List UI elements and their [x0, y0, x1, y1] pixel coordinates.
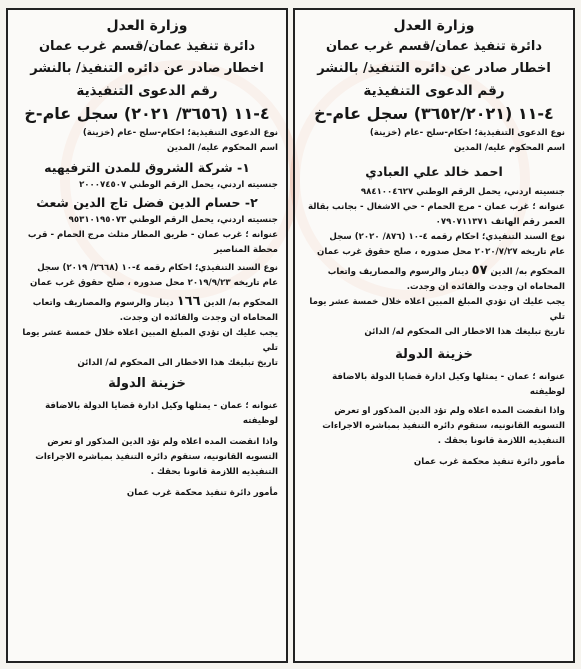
notice-title: اخطار صادر عن دائره التنفيذ/ بالنشر	[317, 61, 551, 76]
warning-line-2: التسويه القانونيه، ستقوم دائره التنفيذ بمباشره الاجراءات	[322, 421, 565, 431]
amount-line-2: المحاماه ان وجدت والفائده ان وجدت.	[406, 282, 565, 292]
debtor-label: اسم المحكوم عليه/ المدين	[453, 143, 565, 153]
notice-column-left	[6, 8, 288, 663]
creditor-address-1: عنوانه ؛ عمان - يمثلها وكيل ادارة قضايا الدولة بالاضافة	[332, 372, 565, 382]
ministry-title: وزارة العدل	[106, 18, 188, 34]
debtor-phone: العمر رقم الهاتف ٠٧٩٠٧١١٣٧١	[435, 217, 565, 227]
creditor-address-1: عنوانه ؛ عمان - يمثلها وكيل ادارة قضايا الدولة بالاضافة	[45, 401, 278, 411]
warning-line-3: التنفيذيه اللازمة قانونا بحقك .	[150, 467, 278, 477]
amount-prefix: المحكوم به/ الدين	[490, 267, 565, 277]
case-type: نوع الدعوى التنفيذية؛ احكام-سلح -عام (خزينة)	[369, 128, 565, 138]
warning-line-2: التسويه القانونيه، ستقوم دائره التنفيذ بمباشره الاجراءات	[35, 452, 278, 462]
creditor-address-2: لوظيفته	[529, 387, 565, 397]
creditor-address-2: لوظيفته	[242, 416, 278, 426]
debtor-name: احمد خالد علي العبادي	[365, 164, 503, 179]
debtor-2-id: جنسيته اردني، يحمل الرقم الوطني ٩٥٣١٠١٩٥٠٧٣	[68, 215, 278, 225]
bond-line-2: عام تاريخه ٢٠٢٠/٧/٢٧ محل صدوره ، صلح حقوق غرب عمان	[317, 247, 565, 257]
debtor-address-2: محطة المناصير	[214, 245, 278, 255]
bond-line-1: نوع السند التنفيذي؛ احكام رقمه ٤-١٠ (٢٦٦٨/ ٢٠١٩) سجل	[37, 263, 278, 273]
debtor-2-name: ٢- حسام الدين فضل تاج الدين شعث	[36, 195, 258, 210]
creditor-title: خزينة الدولة	[395, 347, 473, 362]
signature: مأمور دائرة تنفيذ محكمة غرب عمان	[126, 488, 278, 498]
case-number: ٤-١١ (٣٦٥٢/٢٠٢١) سجل عام-خ	[314, 104, 554, 123]
ministry-title: وزارة العدل	[393, 18, 475, 34]
demand-line-1: يجب عليك ان تؤدي المبلغ المبين اعلاه خلال خمسة عشر يوما تلي	[22, 328, 278, 353]
debtor-nationality: جنسيته اردني، يحمل الرقم الوطني ٩٨٤١٠٠٤٦٢٧	[360, 187, 565, 197]
demand-line-2: تاريخ تبليغك هذا الاخطار الى المحكوم له/ الدائن	[77, 358, 278, 368]
debtor-label: اسم المحكوم عليه/ المدين	[166, 143, 278, 153]
case-type: نوع الدعوى التنفيذية؛ احكام-سلح -عام (خزينة)	[82, 128, 278, 138]
department-title: دائرة تنفيذ عمان/قسم غرب عمان	[325, 39, 543, 54]
case-label: رقم الدعوى التنفيذية	[363, 83, 505, 99]
debtor-address: عنوانه ؛ غرب عمان - مرج الحمام - حي الاشغال - بجانب بقالة	[307, 202, 565, 212]
debtor-1-id: جنسيته اردني، يحمل الرقم الوطني ٢٠٠٠٧٤٥٠٧	[79, 180, 278, 190]
debtor-1-name: ١- شركة الشروق للمدن الترفيهيه	[44, 160, 250, 175]
warning-line-3: التنفيذيه اللازمة قانونا بحقك .	[437, 436, 565, 446]
bond-line-1: نوع السند التنفيذي؛ احكام رقمه ٤-١٠ (٨٧٦/ ٢٠٢٠) سجل	[329, 232, 565, 242]
debtor-address-1: عنوانه ؛ غرب عمان - طريق المطار مثلث مرج الحمام - قرب	[27, 230, 278, 240]
amount-line	[303, 263, 565, 280]
amount-prefix: المحكوم به/ الدين	[203, 298, 278, 308]
demand-line-1: يجب عليك ان تؤدي المبلغ المبين اعلاه خلال خمسة عشر يوما تلي	[309, 297, 565, 322]
creditor-title: خزينة الدولة	[108, 376, 186, 391]
case-label: رقم الدعوى التنفيذية	[76, 83, 218, 99]
amount-suffix: دينار والرسوم والمصاريف واتعاب	[327, 267, 469, 277]
amount-line-2: المحاماه ان وجدت والفائده ان وجدت.	[119, 313, 278, 323]
case-number: ٤-١١ (٣٦٥٦/ ٢٠٢١) سجل عام-خ	[24, 104, 270, 123]
bond-line-2: عام تاريخه ٢٠١٩/٩/٢٣ محل صدوره ، صلح حقوق غرب عمان	[30, 278, 278, 288]
amount-value: ٥٧	[471, 263, 488, 278]
amount-suffix: دينار والرسوم والمصاريف واتعاب	[32, 298, 174, 308]
amount-line	[16, 294, 278, 311]
department-title: دائرة تنفيذ عمان/قسم غرب عمان	[38, 39, 256, 54]
amount-value: ١٦٦	[176, 294, 201, 309]
notice-column-right	[293, 8, 575, 663]
signature: مأمور دائرة تنفيذ محكمة غرب عمان	[413, 457, 565, 467]
warning-line-1: واذا انقضت المده اعلاه ولم تؤد الدين المذكور او تعرض	[47, 437, 278, 447]
warning-line-1: واذا انقضت المده اعلاه ولم تؤد الدين المذكور او تعرض	[334, 406, 565, 416]
notice-title: اخطار صادر عن دائره التنفيذ/ بالنشر	[30, 61, 264, 76]
demand-line-2: تاريخ تبليغك هذا الاخطار الى المحكوم له/ الدائن	[364, 327, 565, 337]
